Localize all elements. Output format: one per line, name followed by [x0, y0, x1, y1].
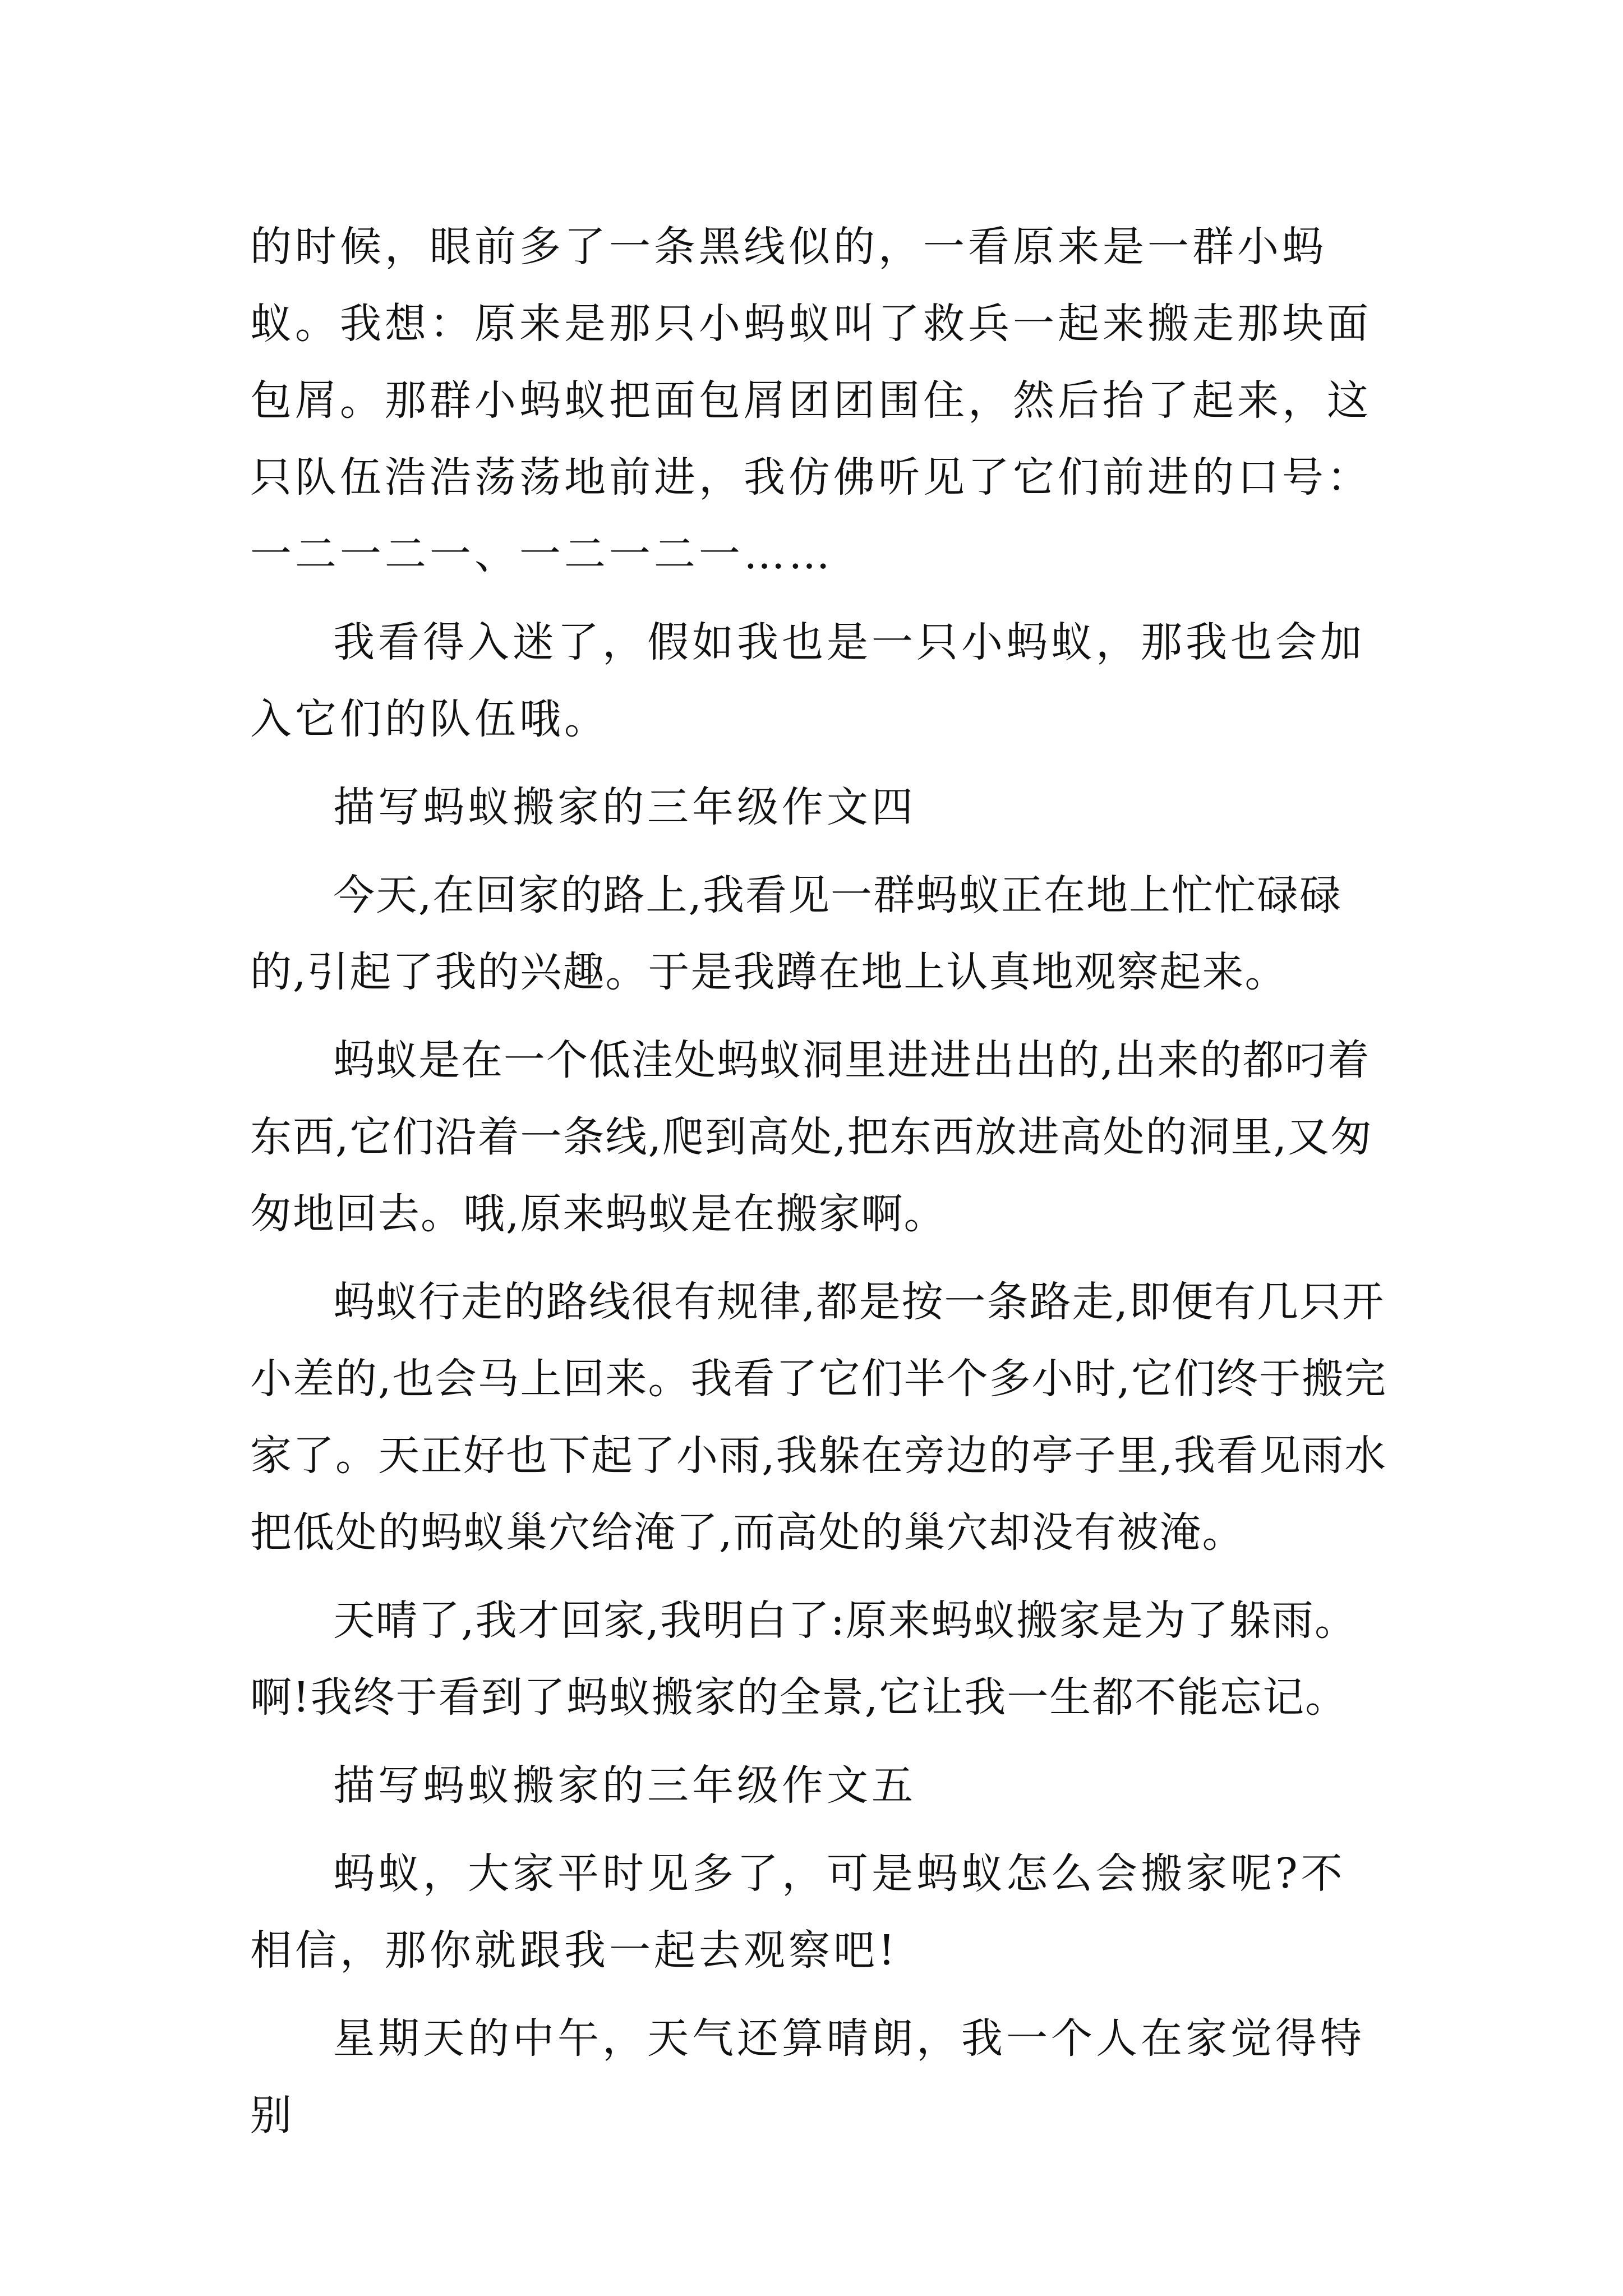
paragraph-join-team: 我看得入迷了，假如我也是一只小蚂蚁，那我也会加入它们的队伍哦。	[250, 618, 1365, 743]
paragraph-sunny-day: 天晴了,我才回家,我明白了:原来蚂蚁搬家是为了躲雨。啊!我终于看到了蚂蚁搬家的全景,它让我一生都不能忘记。	[250, 1596, 1357, 1722]
paragraph-ant-team: 的时候，眼前多了一条黑线似的，一看原来是一群小蚂蚁。我想：原来是那只小蚂蚁叫了救兵一起来搬走那块面包屑。那群小蚂蚁把面包屑团团围住，然后抬了起来，这只队伍浩浩荡荡地前进，我仿佛听见了它们前进的口号：一二一二一、一二一二一……	[250, 223, 1372, 578]
paragraph-ant-nest: 蚂蚁是在一个低洼处蚂蚁洞里进进出出的,出来的都叼着东西,它们沿着一条线,爬到高处,把东西放进高处的洞里,又匆匆地回去。哦,原来蚂蚁是在搬家啊。	[250, 1036, 1373, 1238]
document-body	[250, 209, 1389, 2165]
paragraph-ant-route: 蚂蚁行走的路线很有规律,都是按一条路走,即便有几只开小差的,也会马上回来。我看了它们半个多小时,它们终于搬完家了。天正好也下起了小雨,我躲在旁边的亭子里,我看见雨水把低处的蚂蚁巢穴给淹了,而高处的巢穴却没有被淹。	[250, 1278, 1387, 1557]
essay-four-title: 描写蚂蚁搬家的三年级作文四	[333, 783, 916, 831]
paragraph-sunday-noon: 星期天的中午，天气还算晴朗，我一个人在家觉得特别	[250, 2014, 1365, 2139]
paragraph-essay-four-intro: 今天,在回家的路上,我看见一群蚂蚁正在地上忙忙碌碌的,引起了我的兴趣。于是我蹲在地上认真地观察起来。	[250, 871, 1343, 996]
essay-five-title: 描写蚂蚁搬家的三年级作文五	[333, 1761, 916, 1810]
paragraph-essay-five-intro: 蚂蚁，大家平时见多了，可是蚂蚁怎么会搬家呢?不相信，那你就跟我一起去观察吧!	[250, 1849, 1346, 1975]
